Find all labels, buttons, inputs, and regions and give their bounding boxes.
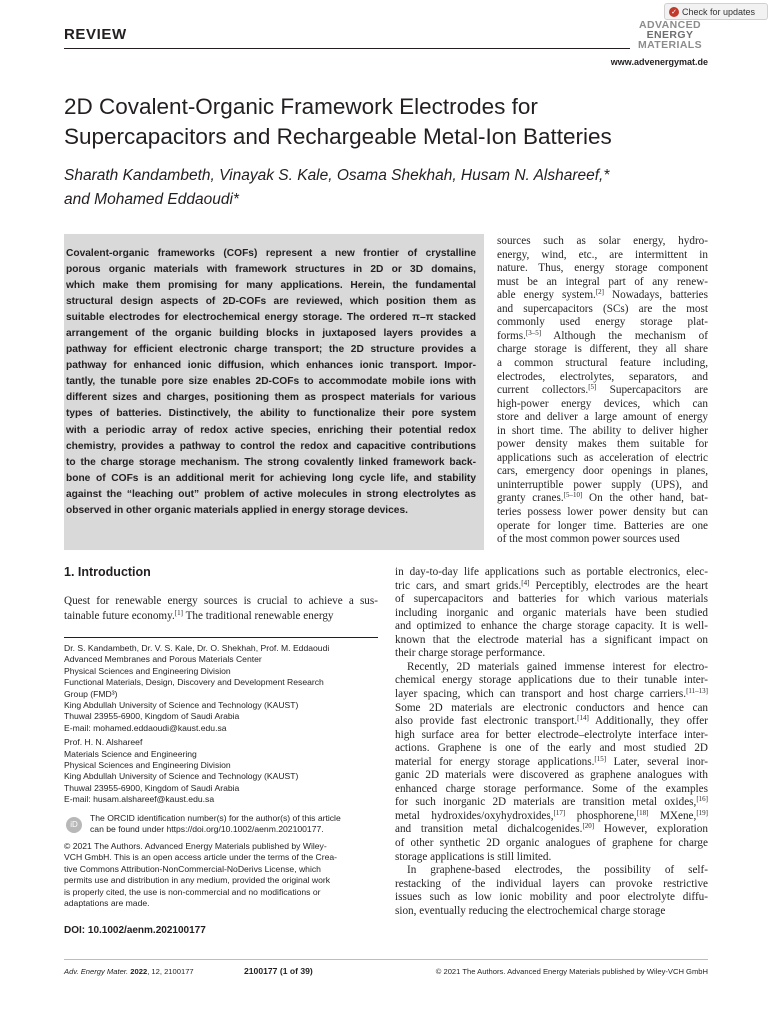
citation-ref[interactable]: [3–5]	[525, 328, 542, 337]
affiliation-rule	[64, 637, 378, 638]
body-text-line: ganic 2D materials were discovered as graphene analogues with	[395, 769, 708, 782]
citation-ref[interactable]: [14]	[577, 714, 589, 723]
body-text-line: sion, eventually reducing the electrochemical charge storage	[395, 904, 666, 917]
doi-line: DOI: 10.1002/aenm.202100177	[64, 925, 206, 936]
abstract-line: bone of COFs is an additional merit for achieving long cycle life, and stability	[66, 472, 476, 484]
license-line: tive Commons Attribution-NonCommercial-NoDerivs License, which	[64, 863, 321, 874]
citation-ref[interactable]: [16]	[696, 795, 708, 804]
license-line: is properly cited, the use is non-commercial and no modifications or	[64, 886, 321, 897]
body-text-line: sources such as solar energy, hydro-	[497, 235, 708, 247]
body-text-line: electrodes, electrolytes, separators, and	[497, 370, 708, 383]
body-text-line: in short time. The ability to deliver higher	[497, 424, 708, 437]
affiliation-line: Thuwal 23955-6900, Kingdom of Saudi Arabia	[64, 711, 240, 722]
license-line: VCH GmbH. This is an open access article under the terms of the Crea-	[64, 852, 338, 863]
body-text-line: Some 2D materials are electronic conductors and hence can	[395, 701, 708, 714]
body-text-line: material for energy storage applications.[15] Later, several inor-	[395, 754, 708, 768]
citation-ref[interactable]: [15]	[594, 754, 607, 763]
body-text-line: applications such as acceleration of electric	[497, 451, 708, 464]
body-text-line: In graphene-based electrodes, the possibility of self-	[407, 864, 708, 877]
license-line: permits use and distribution in any medium, provided the original work	[64, 875, 331, 886]
title-line: Supercapacitors and Rechargeable Metal-Ion Batteries	[64, 124, 612, 149]
footer-rule	[64, 959, 708, 960]
abstract-line: chemistry, provides a pathway to control the redox and capacitive contributions	[66, 440, 476, 452]
license-line: adaptations are made.	[64, 898, 150, 908]
orcid-line: can be found under https://doi.org/10.1002/aenm.202100177.	[90, 824, 324, 835]
body-text-line: known that the electrode material has a significant impact on	[395, 633, 708, 646]
affiliation-line: Advanced Membranes and Porous Materials Center	[64, 654, 262, 665]
abstract-line: which make them promising for many applications. Herein, the fundamental	[66, 280, 476, 292]
body-text-line: chemical energy storage applications due to their tunable inter-	[395, 674, 708, 687]
affiliation-line: Physical Sciences and Engineering Division	[64, 760, 231, 770]
title-line: 2D Covalent-Organic Framework Electrodes for	[64, 94, 538, 119]
body-text-line: cars, emergency door openings in planes,	[497, 465, 708, 478]
abstract-line: porous organic materials with framework structures in 2D or 3D domains,	[66, 264, 476, 276]
body-text-line: including inorganic and organic materials have been studied	[395, 606, 708, 619]
authors-line: and Mohamed Eddaoudi*	[64, 191, 239, 208]
body-text-line: of other synthetic 2D organic analogues of graphene for charge	[395, 837, 708, 849]
body-text-line: able energy system.[2] Nowadays, batteries	[497, 288, 708, 302]
abstract-line: structural design aspects of 2D-COFs are reviewed, which position them as	[66, 296, 476, 308]
license-line: © 2021 The Authors. Advanced Energy Materials published by Wiley-	[64, 841, 327, 851]
abstract-line: different sizes and charges, positioning them as prospect materials for various	[66, 392, 476, 404]
citation-ref[interactable]: [5–10]	[563, 491, 583, 500]
body-text-line: a common structural feature including,	[497, 356, 708, 369]
citation-ref[interactable]: [20]	[582, 822, 595, 831]
body-text-line: tric cars, and smart grids.[4] Perceptibly, electrodes are the heart	[395, 578, 708, 592]
logo-line: ENERGY	[646, 29, 694, 41]
citation-ref[interactable]: [19]	[696, 808, 708, 817]
article-title	[64, 92, 714, 152]
abstract-line: tantly, the tunable pore size enables 2D-COFs to accommodate mobile ions with	[66, 376, 476, 388]
citation-ref[interactable]: [5]	[588, 383, 597, 392]
abstract-line: arrangement of the organic building blocks in juxtaposed layers provides a	[66, 328, 476, 340]
body-text-line: store and deliver a large amount of energy	[497, 411, 708, 424]
orcid-line: The ORCID identification number(s) for the author(s) of this article	[90, 813, 341, 823]
abstract-line: observed in other organic materials applied in energy storage devices.	[66, 504, 408, 516]
logo-line: MATERIALS	[637, 39, 703, 51]
journal-logo	[634, 20, 706, 50]
header-rule	[64, 48, 630, 49]
body-text-line: and optimized to enhance the charge storage capacity. It is well-	[395, 620, 708, 633]
journal-url-link[interactable]: www.advenergymat.de	[610, 57, 708, 67]
body-text-line: of supercapacitors and batteries for which various materials	[395, 593, 708, 606]
affiliation-line: Functional Materials, Design, Discovery and Development Research	[64, 677, 324, 688]
citation-ref[interactable]: [1]	[174, 608, 183, 617]
body-text-line: Quest for renewable energy sources is crucial to achieve a sus-	[64, 595, 378, 607]
body-text-line: storage applications is still limited.	[395, 850, 552, 863]
body-text-line: high-power energy devices, which can	[497, 397, 708, 410]
body-text-line: metal hydroxides/oxyhydroxides,[17] phosphorene,[18] MXene,[19]	[395, 808, 708, 822]
body-text-line: uninterruptible power supply (UPS), and	[497, 478, 708, 491]
body-text-line: commonly used energy storage plat-	[497, 316, 708, 329]
affiliation-line: Physical Sciences and Engineering Division	[64, 665, 231, 676]
body-text-line: tainable future economy.[1] The traditional renewable energy	[64, 608, 334, 622]
orcid-icon[interactable]: iD	[66, 817, 82, 833]
abstract-line: against the “leaching out” problem of active molecules in strong electrolytes as	[66, 488, 476, 500]
affiliation-line: Prof. H. N. Alshareef	[64, 737, 143, 748]
body-text-line: forms.[3–5] Although the mechanism of	[497, 328, 708, 342]
body-text-line: their charge storage performance.	[395, 647, 546, 660]
abstract-line: suitable electrodes for electrochemical energy storage. The ordered π–π stacked	[66, 312, 476, 324]
body-text-line: actions. Graphene is one of the early and most studied 2D	[395, 742, 708, 755]
abstract-line: Covalent-organic frameworks (COFs) represent a new frontier of crystalline	[66, 248, 476, 259]
footer-citation: Adv. Energy Mater. 2022, 12, 2100177	[64, 967, 194, 976]
affiliation-line: E-mail: mohamed.eddaoudi@kaust.edu.sa	[64, 722, 227, 733]
body-text-line: Recently, 2D materials gained immense interest for electro-	[407, 660, 708, 673]
citation-ref[interactable]: [4]	[521, 578, 530, 587]
abstract-text	[66, 246, 476, 519]
abstract-line: types of batteries. Distinctively, the ability to functionalize their pore system	[66, 408, 476, 420]
affiliation-line: Materials Science and Engineering	[64, 748, 197, 759]
body-text-line: issues such as low ionic mobility and poor electrolyte diffu-	[395, 891, 708, 904]
affiliation-line: Thuwal 23955-6900, Kingdom of Saudi Arabia	[64, 782, 240, 793]
crossmark-icon: ✓	[669, 7, 679, 17]
footer-copyright: © 2021 The Authors. Advanced Energy Materials published by Wiley-VCH GmbH	[435, 967, 708, 976]
citation-ref[interactable]: [17]	[553, 808, 566, 817]
body-text-line: teries possess lower power density but can	[497, 506, 708, 518]
body-text-line: in day-to-day life applications such as portable electronics, elec-	[395, 566, 708, 578]
affiliation-line: E-mail: husam.alshareef@kaust.edu.sa	[64, 794, 215, 805]
abstract-line: pathway for enhanced ionic diffusion, which enhances ionic transport. Impor-	[66, 360, 476, 372]
section-label: REVIEW	[64, 26, 127, 43]
body-text-line: nature. Thus, energy storage component	[497, 262, 708, 275]
affiliation-line: Dr. S. Kandambeth, Dr. V. S. Kale, Dr. O. Shekhah, Prof. M. Eddaoudi	[64, 643, 330, 653]
citation-ref[interactable]: [18]	[636, 808, 649, 817]
affiliation-line: King Abdullah University of Science and Technology (KAUST)	[64, 700, 299, 710]
body-text-line: enhanced charge storage performance. Some of the examples	[395, 782, 708, 795]
affiliation-line: Group (FMD³)	[64, 688, 118, 699]
body-text-line: restacking of the individual layers can provoke restrictive	[395, 877, 708, 890]
body-text-line: for such inorganic 2D materials are transition metal oxides,[16]	[395, 795, 708, 809]
body-text-line: must be an integral part of any renew-	[497, 275, 708, 288]
check-for-updates-label: Check for updates	[682, 6, 756, 17]
introduction-heading: 1. Introduction	[64, 565, 151, 579]
body-text-line: power density makes them suitable for	[497, 438, 708, 451]
body-text-line: current collectors.[5] Supercapacitors are	[497, 383, 708, 397]
abstract-line: pathway for efficient electronic charge transport; the 2D structure provides a	[66, 344, 476, 356]
body-text-line: also provide fast electronic transport.[14] Additionally, they offer	[395, 714, 709, 728]
logo-line: ADVANCED	[639, 19, 701, 31]
body-text-line: layer spacing, which can transport and host charge carriers.[11–13]	[395, 686, 708, 700]
body-text-line: granty cranes.[5–10] On the other hand, bat-	[497, 491, 709, 505]
body-text-line: charge storage is different, they all share	[497, 343, 708, 356]
body-text-line: and transition metal dichalcogenides.[20] However, exploration	[395, 822, 708, 836]
footer-page-number: 2100177 (1 of 39)	[244, 966, 313, 976]
affiliation-line: King Abdullah University of Science and Technology (KAUST)	[64, 771, 299, 782]
citation-ref[interactable]: [2]	[595, 288, 604, 297]
body-text-line: energy, wind, etc., are intermittent in	[497, 248, 708, 261]
abstract-line: with a periodic array of redox active species, enriching their potential redox	[66, 424, 476, 436]
body-text-line: of the most common power sources used	[497, 533, 680, 546]
body-text-line: high surface area for better electrode–electrolyte interface inter-	[395, 728, 708, 741]
abstract-line: to the charge storage mechanism. The strong covalently linked framework back-	[66, 456, 476, 468]
body-text-line: operate for longer time. Batteries are one	[497, 519, 708, 532]
body-text-line: and supercapacitors (SCs) are the most	[497, 302, 708, 315]
authors-line: Sharath Kandambeth, Vinayak S. Kale, Osama Shekhah, Husam N. Alshareef,*	[64, 167, 610, 184]
article-authors	[64, 164, 704, 212]
check-for-updates-button[interactable]	[664, 3, 768, 20]
citation-ref[interactable]: [11–13]	[686, 686, 708, 695]
